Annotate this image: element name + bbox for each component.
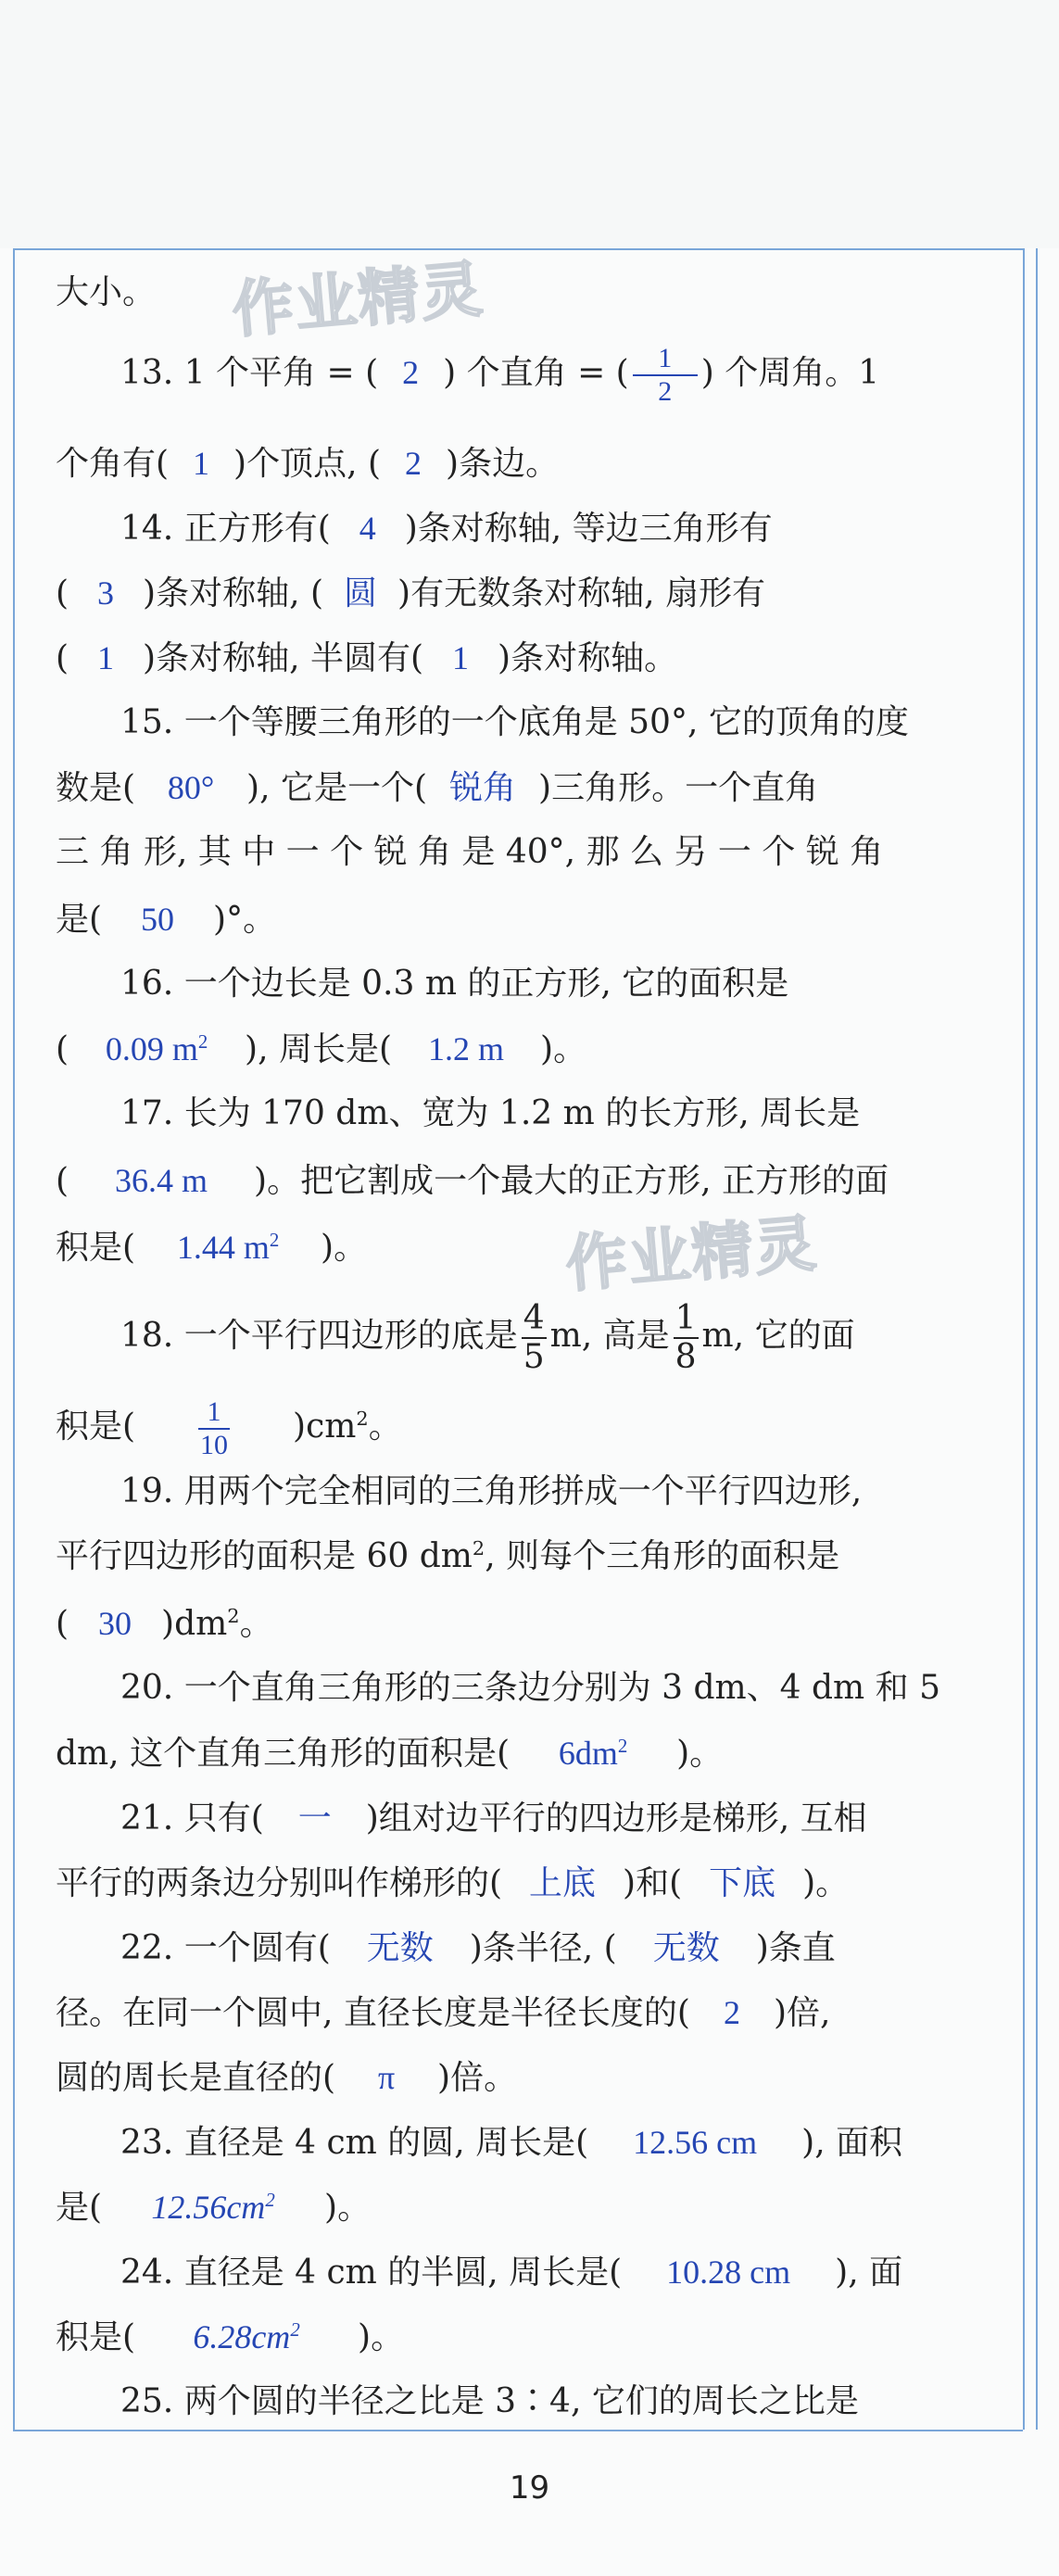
answer-slot — [135, 1390, 293, 1464]
answer-text: 6.28cm — [193, 2318, 291, 2355]
question-22-line2 — [56, 1985, 996, 2040]
answer-fraction — [198, 1398, 230, 1459]
text: 平行的两条边分别叫作梯形的( — [56, 1864, 503, 1902]
answer: 2 — [402, 354, 420, 391]
superscript: 2 — [290, 2318, 300, 2341]
answer — [135, 2309, 358, 2365]
fraction — [522, 1299, 547, 1376]
text: ( — [56, 1605, 69, 1643]
text: 18. 一个平行四边形的底是 — [120, 1317, 518, 1355]
answer: 3 — [97, 575, 115, 612]
text: ) 个直角 = ( — [443, 354, 629, 392]
answer: 36.4 m — [115, 1162, 208, 1199]
text: m, 高是 — [549, 1317, 670, 1355]
text: )。 — [676, 1735, 724, 1773]
numerator: 4 — [523, 1299, 545, 1337]
text: )。 — [358, 2318, 405, 2356]
text: 大小。 — [56, 273, 157, 311]
page-top-margin — [0, 0, 1059, 248]
answer: 无数 — [652, 1929, 720, 1966]
text: ), 面积 — [801, 2124, 903, 2162]
text: )。 — [324, 2189, 372, 2227]
watermark: 作业精灵 — [562, 1207, 821, 1301]
text: 个角有( — [56, 445, 170, 483]
question-14-line2 — [56, 565, 996, 621]
question-17-line1: 17. 长为 170 dm、宽为 1.2 m 的长方形, 周长是 — [120, 1094, 861, 1132]
text: )和( — [623, 1864, 683, 1902]
text: 23. 直径是 4 cm 的圆, 周长是( — [120, 2124, 589, 2162]
text: 积是( — [56, 1408, 136, 1446]
frame-right-border — [1023, 248, 1025, 2430]
question-15-line1: 15. 一个等腰三角形的一个底角是 50°, 它的顶角的度 — [120, 703, 909, 741]
superscript: 2 — [269, 1229, 280, 1251]
answer: 2 — [405, 445, 422, 482]
text: 径。在同一个圆中, 直径长度是半径长度的( — [56, 1994, 690, 2032]
text: )dm — [161, 1605, 228, 1643]
text: 圆的周长是直径的( — [56, 2059, 336, 2097]
text: 是( — [56, 2189, 103, 2227]
question-24-line1 — [120, 2244, 996, 2300]
text: )个顶点, ( — [233, 445, 382, 483]
answer: 下底 — [709, 1864, 776, 1901]
question-22-line3 — [56, 2050, 996, 2105]
text: )。 — [540, 1030, 587, 1068]
text: )条半径, ( — [469, 1929, 617, 1967]
answer: 1 — [193, 445, 210, 482]
frame-left-border — [13, 248, 15, 2430]
page-number: 19 — [509, 2469, 550, 2507]
text: 数是( — [56, 769, 136, 807]
text: )条对称轴, ( — [143, 575, 324, 612]
answer: 12.56 cm — [633, 2124, 758, 2161]
question-23-line1 — [120, 2115, 996, 2170]
answer: 一 — [297, 1799, 332, 1837]
text: )倍, — [773, 1994, 831, 2032]
text: )。把它割成一个最大的正方形, 正方形的面 — [254, 1162, 889, 1200]
text: 。 — [368, 1408, 402, 1446]
text: )。 — [802, 1864, 850, 1902]
answer: 上底 — [529, 1864, 597, 1901]
text: )倍。 — [437, 2059, 518, 2097]
answer: 圆 — [344, 575, 378, 612]
answer-fraction — [633, 345, 698, 406]
answer — [510, 1725, 676, 1781]
text-line — [56, 265, 996, 321]
denominator: 2 — [658, 376, 673, 407]
question-16-line2 — [56, 1021, 996, 1077]
text: 平行四边形的面积是 60 dm — [56, 1537, 473, 1575]
question-20-line1: 20. 一个直角三角形的三条边分别为 3 dm、4 dm 和 5 — [120, 1669, 940, 1707]
page-edge-line — [1036, 248, 1038, 2430]
text: ), 它是一个( — [246, 769, 428, 807]
text: )三角形。一个直角 — [538, 769, 819, 807]
question-20-line2 — [56, 1725, 996, 1781]
question-15-line3: 三 角 形, 其 中 一 个 锐 角 是 40°, 那 么 另 一 个 锐 角 — [56, 833, 884, 871]
answer: 80° — [167, 769, 215, 806]
answer: 4 — [359, 510, 376, 547]
text: ), 周长是( — [245, 1030, 393, 1068]
text: )条对称轴, 等边三角形有 — [404, 510, 773, 548]
answer: 锐角 — [449, 769, 517, 806]
text: )有无数条对称轴, 扇形有 — [397, 575, 765, 612]
answer: 2 — [723, 1994, 740, 2031]
answer-text: 6dm — [558, 1735, 618, 1772]
text: 积是( — [56, 1229, 136, 1267]
answer: 30 — [98, 1605, 132, 1642]
text: )cm — [293, 1408, 357, 1446]
text: )条直 — [755, 1929, 836, 1967]
answer — [69, 1021, 245, 1077]
question-19-line2 — [56, 1529, 996, 1585]
question-13-line1 — [120, 343, 996, 407]
text: 13. 1 个平角 = ( — [120, 354, 379, 392]
question-17-line2 — [56, 1153, 996, 1208]
question-21-line2 — [56, 1855, 996, 1911]
question-16-line1: 16. 一个边长是 0.3 m 的正方形, 它的面积是 — [120, 965, 789, 1003]
answer: π — [377, 2059, 396, 2096]
denominator: 5 — [523, 1338, 545, 1376]
question-23-line2 — [56, 2179, 996, 2235]
question-19-line3 — [56, 1596, 996, 1651]
text: )条对称轴。 — [498, 639, 678, 677]
question-18-line2 — [56, 1390, 996, 1464]
text: )条对称轴, 半圆有( — [143, 639, 424, 677]
text: m, 它的面 — [701, 1317, 855, 1355]
answer: 50 — [141, 901, 175, 938]
superscript: 2 — [472, 1537, 485, 1559]
denominator: 8 — [674, 1338, 697, 1376]
question-24-line2 — [56, 2309, 996, 2365]
text: 24. 直径是 4 cm 的半圆, 周长是( — [120, 2254, 623, 2292]
text: )°。 — [213, 901, 277, 939]
text: 积是( — [56, 2318, 136, 2356]
superscript: 2 — [356, 1408, 369, 1430]
question-19-line1: 19. 用两个完全相同的三角形拼成一个平行四边形, — [120, 1472, 863, 1510]
answer: 无数 — [366, 1929, 434, 1966]
text: 14. 正方形有( — [120, 510, 331, 548]
superscript: 2 — [265, 2189, 275, 2211]
question-13-line2 — [56, 436, 996, 491]
text: ( — [56, 575, 69, 612]
answer: 1 — [97, 639, 115, 676]
superscript: 2 — [227, 1605, 240, 1627]
question-25-line1: 25. 两个圆的半径之比是 3∶4, 它们的周长之比是 — [120, 2382, 859, 2420]
text: 22. 一个圆有( — [120, 1929, 331, 1967]
numerator: 1 — [674, 1299, 697, 1337]
answer — [102, 2179, 324, 2235]
answer: 10.28 cm — [666, 2254, 791, 2291]
text: )。 — [321, 1229, 368, 1267]
answer-text: 12.56cm — [151, 2189, 266, 2226]
answer: 1.2 m — [428, 1030, 505, 1067]
answer — [135, 1219, 321, 1275]
answer: 1 — [452, 639, 470, 676]
answer-text: 1.44 m — [176, 1229, 270, 1266]
numerator: 1 — [658, 343, 673, 373]
text: ( — [56, 1030, 69, 1068]
fraction — [674, 1299, 699, 1376]
text: 是( — [56, 901, 103, 939]
question-22-line1 — [120, 1920, 996, 1976]
watermark: 作业精灵 — [229, 253, 487, 347]
question-18-line1 — [120, 1299, 996, 1376]
question-21-line1 — [120, 1790, 996, 1846]
text: ), 面 — [835, 2254, 903, 2292]
text: ) 个周角。1 — [700, 354, 880, 392]
superscript: 2 — [617, 1735, 628, 1757]
text: )条边。 — [446, 445, 560, 483]
text: ( — [56, 639, 69, 677]
numerator: 1 — [207, 1396, 221, 1427]
text: , 则每个三角形的面积是 — [485, 1537, 840, 1575]
question-17-line3 — [56, 1219, 996, 1275]
text: 21. 只有( — [120, 1799, 264, 1837]
text: dm, 这个直角三角形的面积是( — [56, 1735, 511, 1773]
denominator: 10 — [200, 1430, 229, 1460]
text: ( — [56, 1162, 69, 1200]
text: 。 — [239, 1605, 273, 1643]
question-15-line4 — [56, 891, 996, 947]
question-14-line1 — [120, 500, 996, 556]
answer-text: 0.09 m — [105, 1030, 198, 1067]
superscript: 2 — [197, 1030, 208, 1053]
question-15-line2 — [56, 760, 996, 815]
question-14-line3 — [56, 630, 996, 686]
text: )组对边平行的四边形是梯形, 互相 — [365, 1799, 867, 1837]
